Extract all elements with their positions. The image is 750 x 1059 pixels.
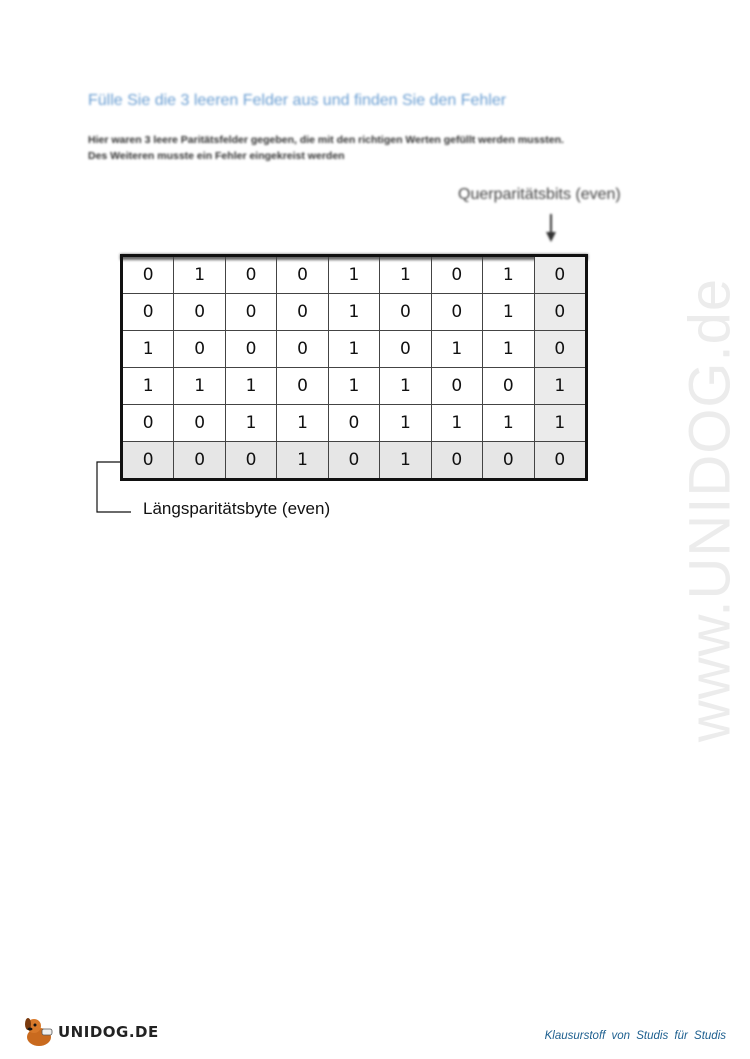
bit-cell: 0 (174, 442, 225, 480)
bit-cell: 1 (380, 256, 431, 294)
bit-cell: 0 (122, 442, 174, 480)
bit-cell: 0 (277, 331, 328, 368)
bit-cell: 0 (174, 331, 225, 368)
bit-cell: 1 (122, 331, 174, 368)
data-row (122, 405, 587, 442)
intro-line-2: Des Weiteren musste ein Fehler eingekreist werden (88, 150, 345, 162)
bit-cell: 1 (225, 405, 276, 442)
bit-cell: 1 (225, 368, 276, 405)
bit-cell: 1 (431, 331, 482, 368)
bit-cell: 1 (483, 294, 534, 331)
bit-cell: 0 (431, 368, 482, 405)
bit-cell: 0 (277, 294, 328, 331)
bit-cell: 0 (277, 368, 328, 405)
watermark: www.UNIDOG.de (677, 277, 743, 743)
bit-cell: 1 (174, 256, 225, 294)
bit-cell: 1 (431, 405, 482, 442)
bit-cell: 0 (431, 442, 482, 480)
laengsparitaet-label: Längsparitätsbyte (even) (143, 499, 331, 518)
bit-cell: 0 (174, 405, 225, 442)
bit-cell: 0 (431, 294, 482, 331)
bit-cell: 0 (122, 405, 174, 442)
bit-cell: 0 (483, 442, 534, 480)
bit-cell: 1 (328, 256, 379, 294)
down-arrow-icon (541, 212, 561, 244)
parity-grid (120, 254, 588, 476)
laengsparitaet-row (122, 442, 587, 480)
bit-cell: 1 (483, 405, 534, 442)
bit-cell: 0 (225, 442, 276, 480)
bit-cell: 0 (225, 256, 276, 294)
bit-cell: 1 (277, 442, 328, 480)
parity-table (120, 254, 588, 481)
bit-cell: 1 (380, 442, 431, 480)
bit-cell: 0 (380, 331, 431, 368)
data-row (122, 368, 587, 405)
bit-cell: 1 (174, 368, 225, 405)
footer-tagline: Klausurstoff von Studis für Studis (544, 1030, 726, 1042)
bit-cell: 0 (483, 368, 534, 405)
logo-text: UNIDOG.DE (58, 1023, 159, 1041)
bit-cell: 0 (277, 256, 328, 294)
bit-cell: 1 (380, 368, 431, 405)
unidog-logo (22, 1014, 159, 1050)
querparitaet-cell: 0 (534, 331, 587, 368)
bit-cell: 0 (122, 256, 174, 294)
querparitaet-cell: 1 (534, 368, 587, 405)
querparitaet-cell: 0 (534, 294, 587, 331)
bit-cell: 1 (483, 256, 534, 294)
bit-cell: 1 (328, 294, 379, 331)
querparitaet-cell: 1 (534, 405, 587, 442)
dog-icon (22, 1015, 56, 1049)
bit-cell: 0 (122, 294, 174, 331)
bit-cell: 0 (225, 331, 276, 368)
intro-line-1: Hier waren 3 leere Paritätsfelder gegeben, die mit den richtigen Werten gefüllt werden mussten. (88, 134, 564, 146)
bit-cell: 1 (122, 368, 174, 405)
bit-cell: 0 (328, 442, 379, 480)
querparitaet-cell: 0 (534, 442, 587, 480)
data-row (122, 294, 587, 331)
bit-cell: 0 (328, 405, 379, 442)
laengsparitaet-bracket (95, 460, 135, 520)
bit-cell: 1 (483, 331, 534, 368)
bit-cell: 0 (380, 294, 431, 331)
bit-cell: 1 (380, 405, 431, 442)
data-row (122, 331, 587, 368)
bit-cell: 0 (225, 294, 276, 331)
bit-cell: 1 (277, 405, 328, 442)
intro-text (88, 132, 668, 164)
bit-cell: 1 (328, 331, 379, 368)
bit-cell: 0 (431, 256, 482, 294)
data-row (122, 256, 587, 294)
bit-cell: 0 (174, 294, 225, 331)
querparitaet-label: Querparitätsbits (even) (458, 186, 621, 203)
page-title: Fülle Sie die 3 leeren Felder aus und finden Sie den Fehler (88, 92, 507, 109)
bit-cell: 1 (328, 368, 379, 405)
querparitaet-cell: 0 (534, 256, 587, 294)
